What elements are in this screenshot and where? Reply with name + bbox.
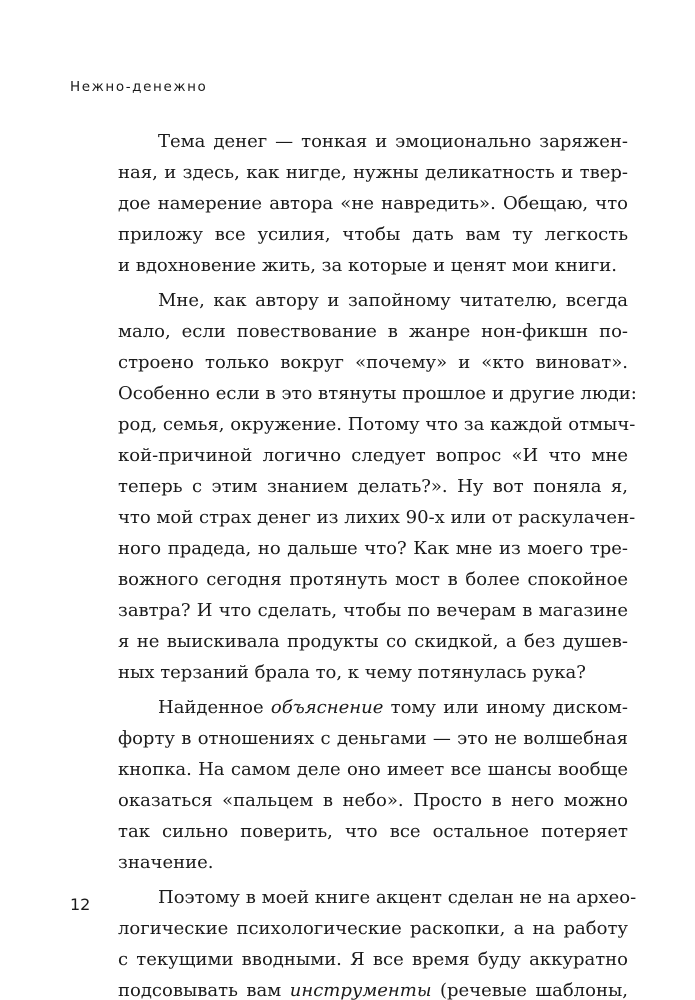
text-line: что мой страх денег из лихих 90-х или от раскулачен- — [118, 507, 636, 528]
text-line: ных терзаний брала то, к чему потянулась рука? — [118, 662, 586, 683]
text-line: я не выискивала продукты со скидкой, а без душев- — [118, 631, 628, 652]
text-run: (речевые шаблоны, — [431, 980, 628, 1000]
paragraph-1 — [118, 126, 628, 281]
text-line: мало, если повествование в жанре нон-фикшн по- — [118, 321, 628, 342]
text-line: и вдохновение жить, за которые и ценят мои книги. — [118, 255, 617, 276]
text-line: оказаться «пальцем в небо». Просто в него можно — [118, 790, 628, 811]
paragraph-4 — [118, 882, 637, 1000]
text-line: Мне, как автору и запойному читателю, всегда — [158, 290, 628, 311]
running-head: Нежно-денежно — [70, 79, 208, 95]
text-run: Найденное — [158, 697, 271, 718]
text-line: логические психологические раскопки, а на работу — [118, 918, 628, 939]
text-line: дое намерение автора «не навредить». Обещаю, что — [118, 193, 628, 214]
text-line: род, семья, окружение. Потому что за каждой отмыч- — [118, 414, 636, 435]
emphasis-text: инструменты — [289, 980, 432, 1000]
text-line: завтра? И что сделать, чтобы по вечерам в магазине — [118, 600, 628, 621]
text-line: с текущими вводными. Я все время буду аккуратно — [118, 949, 628, 970]
text-line: Поэтому в моей книге акцент сделан не на архео- — [158, 887, 637, 908]
text-line: Тема денег — тонкая и эмоционально заряжен- — [158, 131, 628, 152]
text-line: приложу все усилия, чтобы дать вам ту легкость — [118, 224, 628, 245]
text-line — [118, 975, 628, 1000]
text-run: подсовывать вам — [118, 980, 290, 1000]
text-run: тому или иному диском- — [383, 697, 628, 718]
text-line: кой-причиной логично следует вопрос «И что мне — [118, 445, 628, 466]
body-text — [118, 126, 637, 1000]
page-number: 12 — [70, 895, 91, 914]
paragraph-3 — [118, 692, 628, 878]
text-line: теперь с этим знанием делать?». Ну вот поняла я, — [118, 476, 628, 497]
text-line: ного прадеда, но дальше что? Как мне из моего тре- — [118, 538, 628, 559]
text-line: так сильно поверить, что все остальное потеряет — [118, 821, 628, 842]
text-line: вожного сегодня протянуть мост в более спокойное — [118, 569, 628, 590]
text-line: кнопка. На самом деле оно имеет все шансы вообще — [118, 759, 628, 780]
text-line: строено только вокруг «почему» и «кто виноват». — [118, 352, 628, 373]
text-line — [118, 692, 628, 723]
emphasis-text: объяснение — [270, 697, 384, 718]
paragraph-2 — [118, 285, 637, 688]
text-line: Особенно если в это втянуты прошлое и другие люди: — [118, 383, 637, 404]
text-line: значение. — [118, 852, 214, 873]
text-line: ная, и здесь, как нигде, нужны деликатность и твер- — [118, 162, 628, 183]
text-line: форту в отношениях с деньгами — это не волшебная — [118, 728, 628, 749]
